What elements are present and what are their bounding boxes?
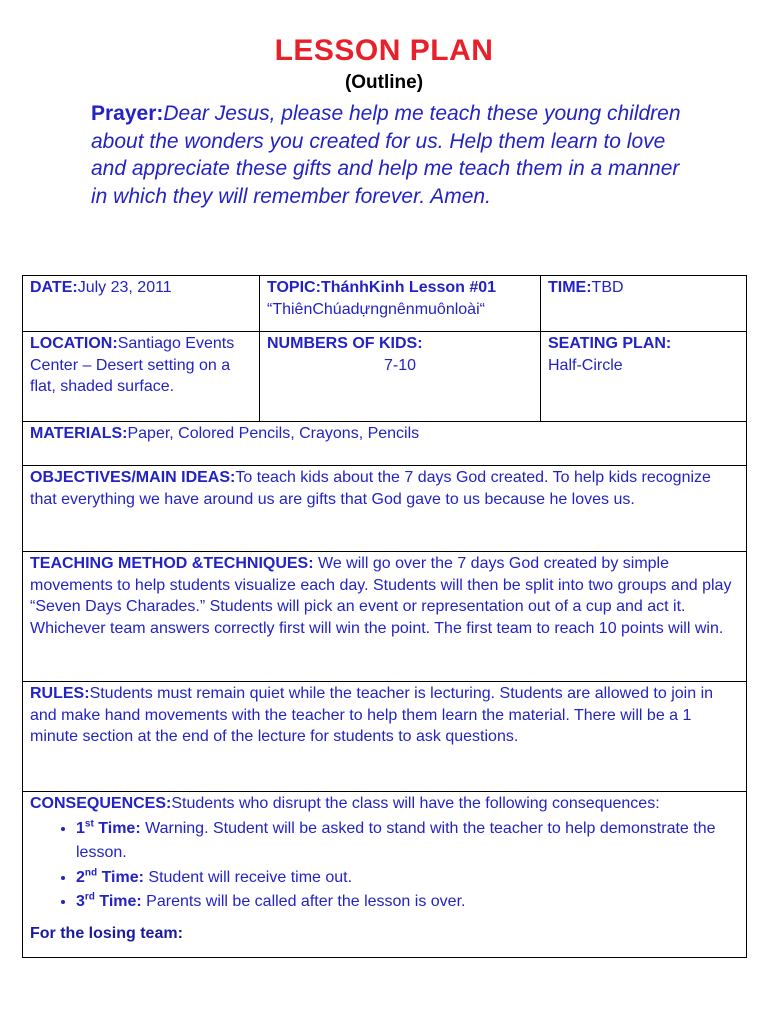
kids-cell bbox=[260, 332, 541, 422]
consequence-3-suffix: rd bbox=[84, 891, 95, 903]
lesson-plan-table bbox=[22, 275, 747, 958]
rules-value: Students must remain quiet while the teacher is lecturing. Students are allowed to join in and make hand movements with the teacher to help them learn the material. There will be a 1 minute section at the end of the lecture for students to ask questions. bbox=[30, 685, 714, 745]
consequence-2-num: 2 bbox=[76, 868, 85, 886]
kids-label: NUMBERS OF KIDS: bbox=[267, 335, 423, 352]
location-label: LOCATION: bbox=[30, 335, 118, 352]
consequences-label: CONSEQUENCES: bbox=[30, 795, 172, 812]
materials-cell bbox=[23, 422, 747, 466]
consequence-3-time: Time: bbox=[94, 893, 142, 910]
topic-subtitle: “ThiênChúadựngnênmuônloài“ bbox=[267, 300, 485, 318]
consequence-1-suffix: st bbox=[84, 818, 94, 830]
table-row bbox=[23, 792, 747, 958]
consequence-2-text: Student will receive time out. bbox=[143, 868, 353, 886]
losing-team-label: For the losing team: bbox=[30, 924, 183, 942]
objectives-cell bbox=[23, 466, 747, 552]
date-value: July 23, 2011 bbox=[77, 279, 172, 296]
consequence-2-time: Time: bbox=[97, 868, 144, 886]
consequence-3-num: 3 bbox=[76, 893, 85, 910]
lesson-plan-title: LESSON PLAN bbox=[274, 34, 494, 67]
consequence-1-text: Warning. Student will be asked to stand with the teacher to help demonstrate the lesson. bbox=[76, 819, 716, 861]
objectives-label: OBJECTIVES/MAIN IDEAS: bbox=[30, 469, 236, 486]
kids-value: 7-10 bbox=[383, 356, 417, 374]
date-label: DATE: bbox=[30, 279, 78, 296]
consequence-1-num: 1 bbox=[76, 819, 85, 837]
materials-label: MATERIALS: bbox=[30, 425, 128, 442]
location-value: Santiago Events Center – Desert setting on a flat, shaded surface. bbox=[30, 335, 235, 395]
teaching-label: TEACHING METHOD &TECHNIQUES: bbox=[30, 555, 314, 572]
consequence-3-text: Parents will be called after the lesson is over. bbox=[141, 893, 466, 910]
location-cell bbox=[23, 332, 260, 422]
consequence-1-time: Time: bbox=[93, 819, 141, 837]
consequence-2-suffix: nd bbox=[84, 867, 98, 879]
teaching-value: We will go over the 7 days God created by simple movements to help students visualize each day. Students will then be split into two groups and play “Seven Days Charades.” Students will pick an event or representation out of a cup and act it. Whichever team answers correctly first will win the point. The first team to reach 10 points will win. bbox=[30, 555, 732, 637]
rules-label: RULES: bbox=[30, 685, 90, 702]
outline-subtitle: (Outline) bbox=[344, 72, 424, 93]
seating-value: Half-Circle bbox=[548, 356, 623, 374]
consequences-cell bbox=[23, 792, 747, 958]
list-item bbox=[76, 890, 739, 915]
time-label: TIME: bbox=[548, 279, 592, 296]
consequence-2-label bbox=[76, 869, 144, 886]
table-row bbox=[23, 552, 747, 682]
list-item bbox=[76, 866, 739, 891]
seating-label: SEATING PLAN: bbox=[548, 335, 672, 352]
table-row bbox=[23, 276, 747, 332]
date-cell bbox=[23, 276, 260, 332]
prayer-text: Dear Jesus, please help me teach these young children about the wonders you created for us. Help them learn to love and appreciate these gifts and help me teach them in a manner in which they will remember forever. Amen. bbox=[91, 102, 681, 208]
topic-cell bbox=[260, 276, 541, 332]
table-row bbox=[23, 422, 747, 466]
table-row bbox=[23, 682, 747, 792]
consequences-list bbox=[30, 817, 739, 915]
teaching-cell bbox=[23, 552, 747, 682]
topic-value: ThánhKinh Lesson #01 bbox=[320, 279, 497, 296]
seating-cell bbox=[541, 332, 747, 422]
topic-label: TOPIC: bbox=[267, 279, 321, 296]
materials-value: Paper, Colored Pencils, Crayons, Pencils bbox=[127, 425, 420, 442]
time-value: TBD bbox=[591, 279, 624, 296]
consequences-value: Students who disrupt the class will have the following consequences: bbox=[171, 795, 660, 812]
table-row bbox=[23, 332, 747, 422]
prayer-label: Prayer: bbox=[91, 102, 164, 125]
list-item bbox=[76, 817, 739, 866]
consequence-1-label bbox=[76, 820, 141, 837]
prayer-paragraph bbox=[91, 100, 681, 210]
objectives-value: To teach kids about the 7 days God created. To help kids recognize that everything we have around us are gifts that God gave to us because he loves us. bbox=[30, 469, 711, 508]
time-cell bbox=[541, 276, 747, 332]
rules-cell bbox=[23, 682, 747, 792]
consequence-3-label bbox=[76, 893, 142, 910]
table-row bbox=[23, 466, 747, 552]
